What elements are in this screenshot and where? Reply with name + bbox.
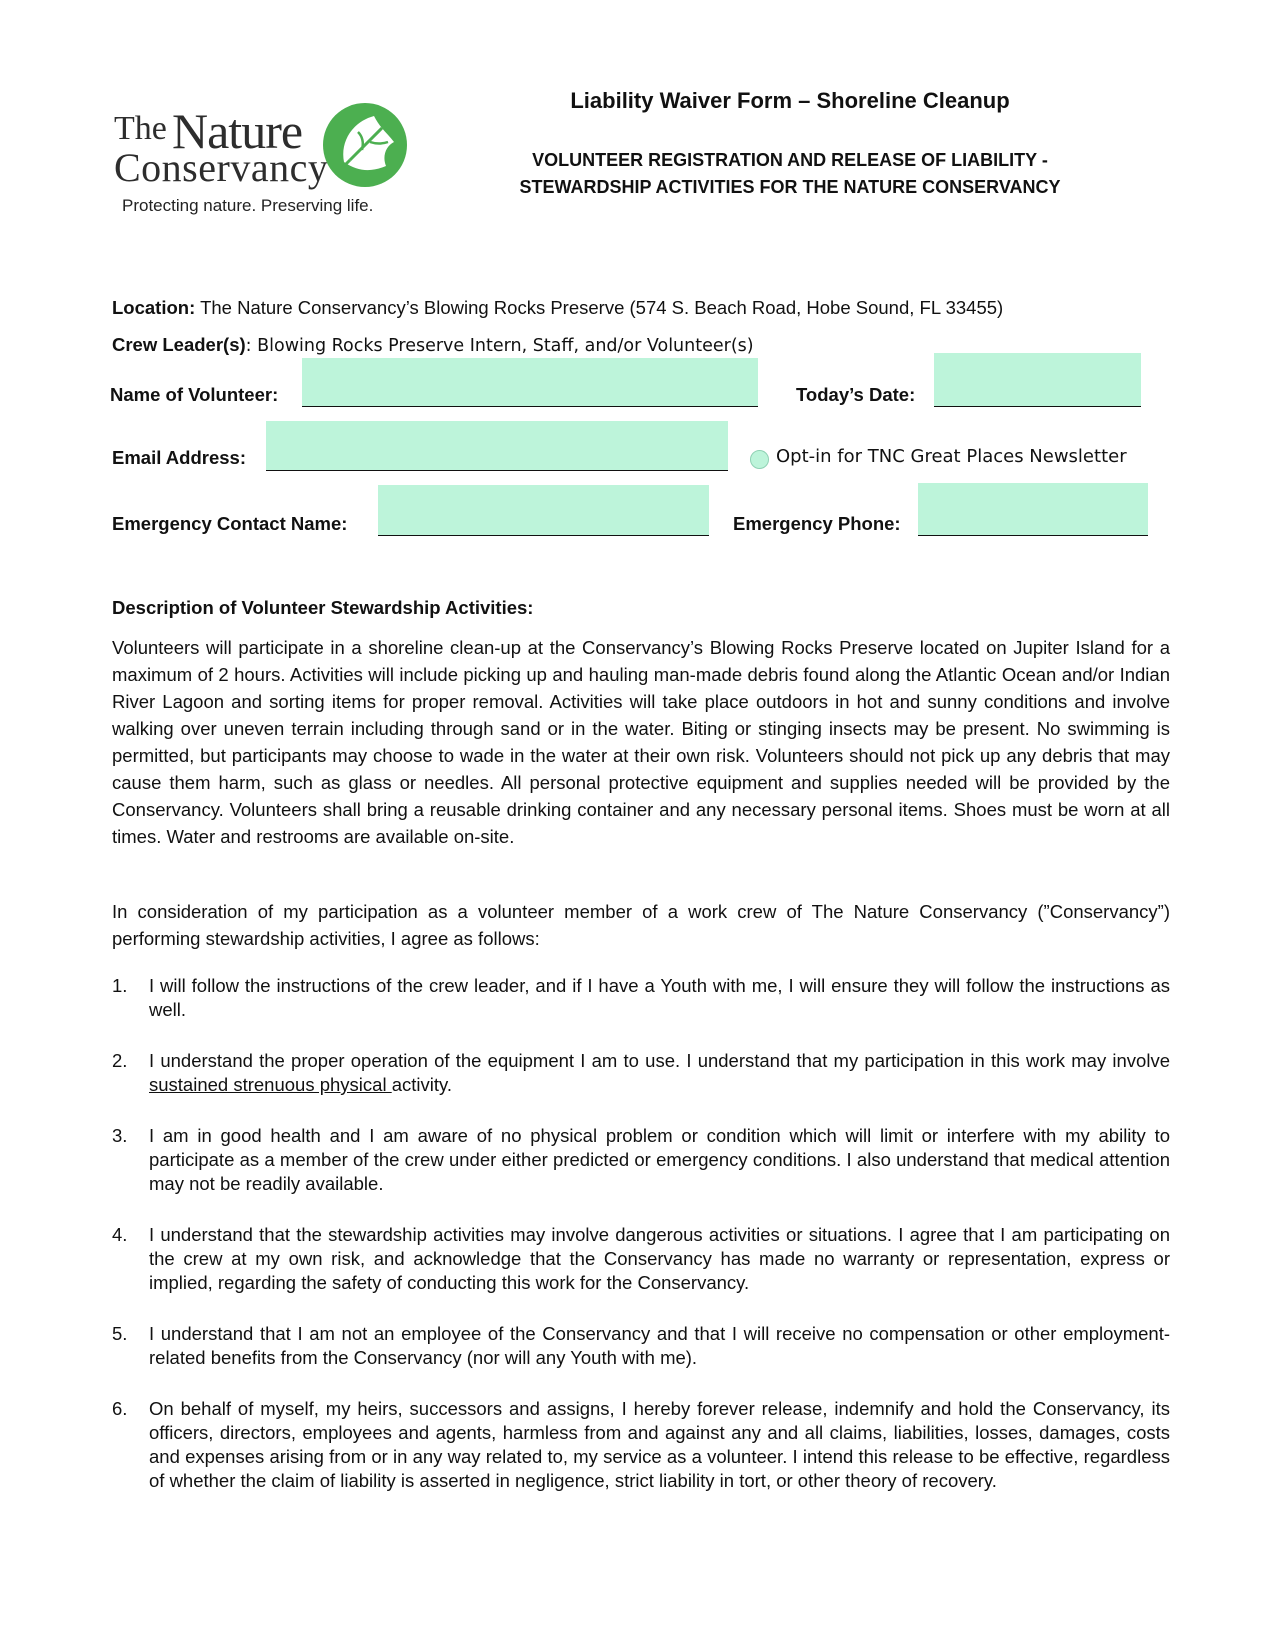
list-item-text: I understand that I am not an employee of the Conservancy and that I will receive no compensation or other employment-related benefits from the Conservancy (nor will any Youth with me). (149, 1323, 1170, 1368)
list-item-number: 6. (112, 1398, 128, 1419)
subtitle-line-2: STEWARDSHIP ACTIVITIES FOR THE NATURE CONSERVANCY (519, 177, 1061, 197)
underlined-phrase: sustained strenuous physical (149, 1074, 392, 1095)
crew-leader-value: : Blowing Rocks Preserve Intern, Staff, and/or Volunteer(s) (245, 336, 754, 356)
logo-conservancy-text: Conservancy (114, 145, 329, 190)
consideration-paragraph: In consideration of my participation as a volunteer member of a work crew of The Nature Conservancy (”Conservancy”) performing stewardship activities, I agree as follows: (112, 901, 1170, 949)
emergency-contact-field[interactable] (378, 485, 709, 536)
newsletter-optin-radio[interactable] (750, 450, 769, 469)
list-item-number: 5. (112, 1323, 128, 1344)
list-item-text: I will follow the instructions of the crew leader, and if I have a Youth with me, I will ensure they will follow the instructions as well. (149, 975, 1170, 1020)
description-heading: Description of Volunteer Stewardship Activities: (112, 597, 534, 618)
emergency-phone-label: Emergency Phone: (733, 513, 901, 534)
form-title: Liability Waiver Form – Shoreline Cleanup (570, 88, 1010, 113)
logo-tagline: Protecting nature. Preserving life. (122, 196, 374, 215)
list-item-text: I understand the proper operation of the equipment I am to use. I understand that my participation in this work may involve sustained strenuous physical activity. (149, 1050, 1170, 1095)
crew-leader-line (112, 334, 754, 356)
list-item-number: 1. (112, 975, 128, 996)
email-field[interactable] (266, 421, 728, 471)
list-item-number: 3. (112, 1125, 128, 1146)
list-item-number: 4. (112, 1224, 128, 1245)
logo-the-text: The (114, 110, 167, 147)
subtitle-line-1: VOLUNTEER REGISTRATION AND RELEASE OF LIABILITY - (532, 150, 1048, 170)
volunteer-name-label: Name of Volunteer: (110, 384, 279, 405)
location-label: Location: (112, 297, 196, 318)
volunteer-name-field[interactable] (302, 358, 758, 407)
list-item-text: I understand that the stewardship activities may involve dangerous activities or situations. I agree that I am participating on the crew at my own risk, and acknowledge that the Conservancy has made no warranty or representation, express or implied, regarding the safety of conducting this work for the Conservancy. (149, 1224, 1170, 1293)
newsletter-optin-label: Opt-in for TNC Great Places Newsletter (776, 446, 1127, 467)
description-paragraph: Volunteers will participate in a shoreline clean-up at the Conservancy’s Blowing Rocks Preserve located on Jupiter Island for a maximum of 2 hours. Activities will include picking up and hauling man-made debris found along the Atlantic Ocean and/or Indian River Lagoon and sorting items for proper removal. Activities will take place outdoors in hot and sunny conditions and involve walking over uneven terrain including through sand or in the water. Biting or stinging insects may be present. No swimming is permitted, but participants may choose to wade in the water at their own risk. Volunteers should not pick up any debris that may cause them harm, such as glass or needles. All personal protective equipment and supplies needed will be provided by the Conservancy. Volunteers shall bring a reusable drinking container and any necessary personal items. Shoes must be worn at all times. Water and restrooms are available on-site. (112, 637, 1170, 847)
email-label: Email Address: (112, 447, 246, 468)
location-line (112, 297, 1003, 319)
leaf-icon (322, 102, 408, 188)
list-item-text: On behalf of myself, my heirs, successors and assigns, I hereby forever release, indemnify and hold the Conservancy, its officers, directors, employees and agents, harmless from and against any and all claims, liabilities, losses, damages, costs and expenses arising from or in any way related to, my service as a volunteer. I intend this release to be effective, regardless of whether the claim of liability is asserted in negligence, strict liability in tort, or other theory of recovery. (149, 1398, 1170, 1491)
list-item-text: I am in good health and I am aware of no physical problem or condition which will limit or interfere with my ability to participate as a member of the crew under either predicted or emergency conditions. I also understand that medical attention may not be readily available. (149, 1125, 1170, 1194)
logo-nature-text: Nature (172, 103, 303, 159)
todays-date-label: Today’s Date: (796, 384, 916, 405)
list-item-number: 2. (112, 1050, 128, 1071)
emergency-phone-field[interactable] (918, 483, 1148, 536)
tnc-logo (112, 100, 412, 220)
todays-date-field[interactable] (934, 353, 1141, 407)
location-value: The Nature Conservancy’s Blowing Rocks Preserve (574 S. Beach Road, Hobe Sound, FL 33455) (200, 297, 1004, 318)
crew-leader-label: Crew Leader(s) (112, 334, 246, 355)
emergency-contact-label: Emergency Contact Name: (112, 513, 348, 534)
form-subtitle (440, 147, 1140, 201)
